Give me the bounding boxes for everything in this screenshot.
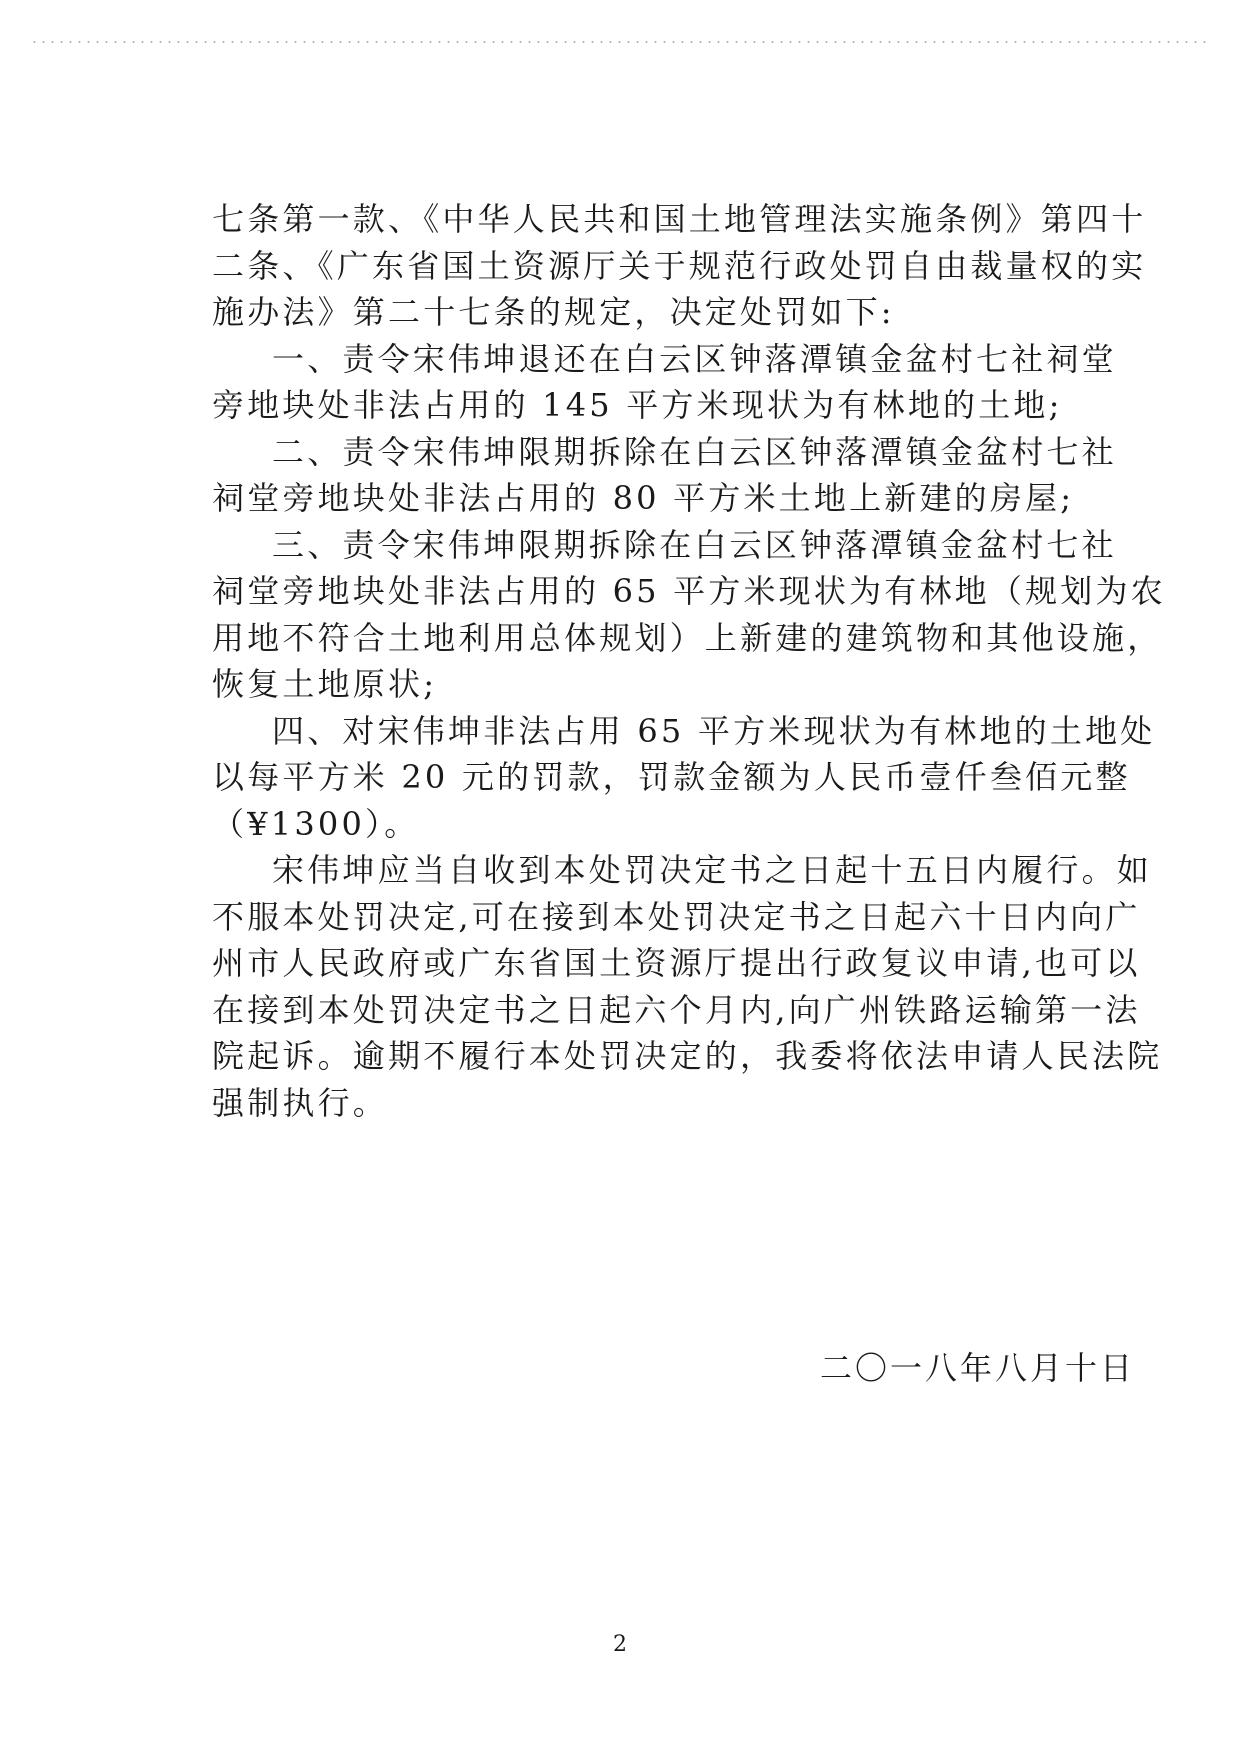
penalty-item-3-line: 恢复土地原状; [212,665,438,703]
document-body [212,196,1166,1126]
notice-line: 宋伟坤应当自收到本处罚决定书之日起十五日内履行。如 [272,851,1153,889]
notice-line: 院起诉。逾期不履行本处罚决定的，我委将依法申请人民法院 [212,1037,1163,1075]
penalty-item-2-line: 二、责令宋伟坤限期拆除在白云区钟落潭镇金盆村七社 [272,432,1117,471]
penalty-item-3-line: 祠堂旁地块处非法占用的 65 平方米现状为有林地（规划为农 [212,572,1166,610]
notice-line: 强制执行。 [212,1083,389,1122]
penalty-item-1-line: 旁地块处非法占用的 145 平方米现状为有林地的土地; [212,386,1063,424]
body-line: 施办法》第二十七条的规定，决定处罚如下: [212,293,895,331]
penalty-item-4-line: 以每平方米 20 元的罚款，罚款金额为人民币壹仟叁佰元整 [212,758,1131,796]
penalty-item-1-line: 一、责令宋伟坤退还在白云区钟落潭镇金盆村七社祠堂 [272,339,1117,378]
notice-line: 在接到本处罚决定书之日起六个月内,向广州铁路运输第一法 [212,990,1141,1029]
penalty-item-4-line: 四、对宋伟坤非法占用 65 平方米现状为有林地的土地处 [272,711,1156,750]
notice-line: 不服本处罚决定,可在接到本处罚决定书之日起六十日内向广 [212,897,1141,936]
body-line: 二条、《广东省国土资源厅关于规范行政处罚自由裁量权的实 [212,246,1147,285]
penalty-item-3-line: 用地不符合土地利用总体规划）上新建的建筑物和其他设施， [212,618,1163,657]
penalty-item-3-line: 三、责令宋伟坤限期拆除在白云区钟落潭镇金盆村七社 [272,525,1117,564]
body-line: 七条第一款、《中华人民共和国土地管理法实施条例》第四十 [212,200,1147,238]
scan-edge-artifact [30,40,1210,44]
document-date: 二〇一八年八月十日 [820,1349,1136,1387]
page-number: 2 [613,1632,627,1657]
penalty-item-4-line: （¥1300）。 [212,804,420,843]
notice-line: 州市人民政府或广东省国土资源厅提出行政复议申请,也可以 [212,944,1141,982]
penalty-item-2-line: 祠堂旁地块处非法占用的 80 平方米土地上新建的房屋; [212,479,1075,517]
